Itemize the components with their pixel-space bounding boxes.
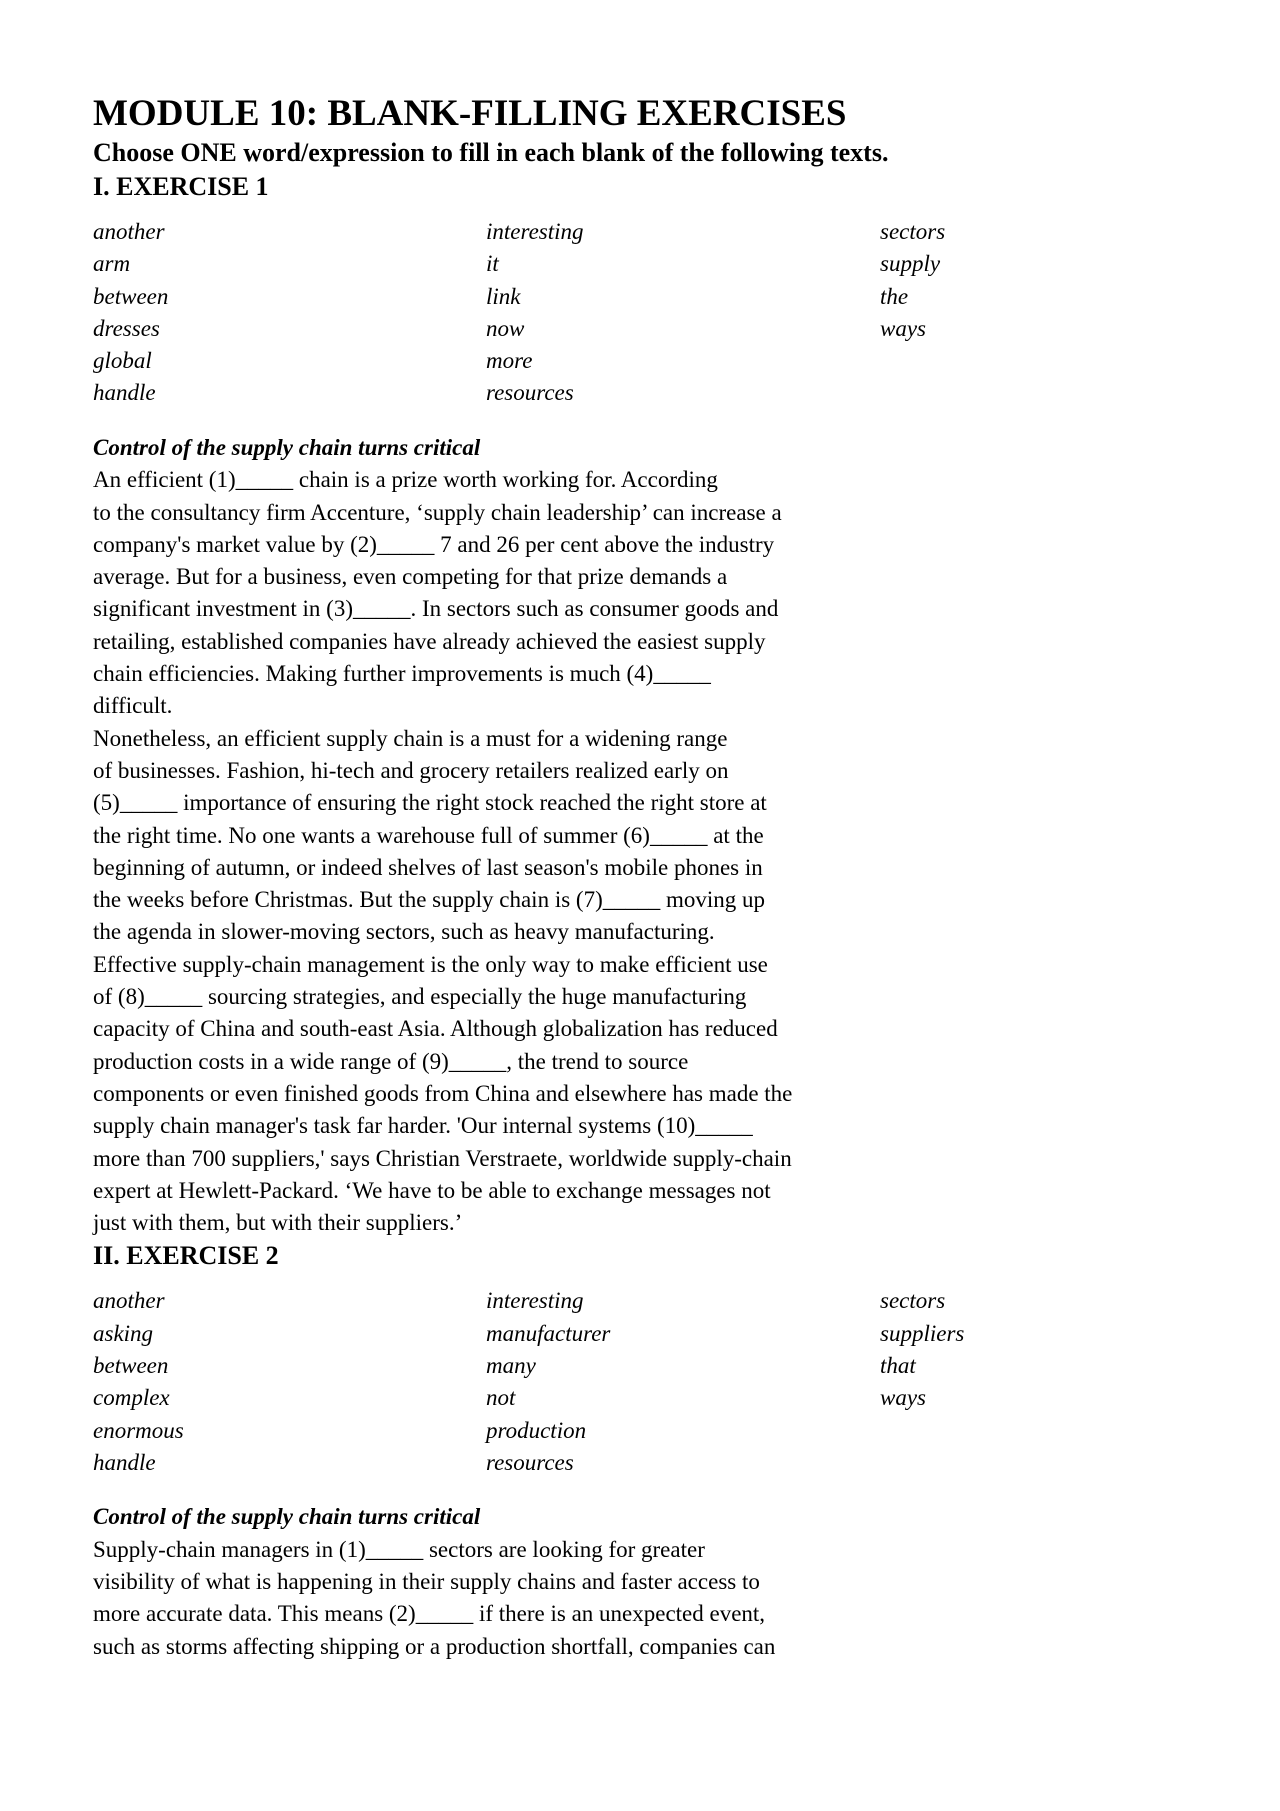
word-bank-item: suppliers [880,1320,965,1346]
module-title: MODULE 10: BLANK-FILLING EXERCISES [93,93,847,134]
instructions: Choose ONE word/expression to fill in each blank of the following texts. [93,138,889,167]
word-bank-item: link [486,283,521,309]
word-bank-item: enormous [93,1417,184,1443]
passage-line: the right time. No one wants a warehouse full of summer (6)_____ at the [93,822,764,848]
passage-title: Control of the supply chain turns critical [93,435,481,460]
word-bank-item: dresses [93,315,160,341]
passage-title: Control of the supply chain turns critical [93,1504,481,1530]
word-bank-item: asking [93,1320,154,1346]
passage-line: more than 700 suppliers,' says Christian Verstraete, worldwide supply-chain [93,1145,792,1171]
exercise-2-heading: II. EXERCISE 2 [93,1241,279,1271]
document-page [93,92,1193,1663]
passage-line: visibility of what is happening in their supply chains and faster access to [93,1569,760,1595]
word-bank-item: ways [880,1385,926,1411]
passage-text [93,1534,1193,1663]
passage-line: expert at Hewlett-Packard. ‘We have to be able to exchange messages not [93,1177,771,1203]
word-bank-item: that [880,1353,916,1379]
word-bank-item: sectors [880,219,946,244]
word-bank-item: another [93,219,165,244]
word-bank-item: production [486,1417,587,1443]
word-bank-item: interesting [486,1288,584,1314]
passage-line: difficult. [93,693,173,719]
exercise-2-word-bank [93,1285,1193,1501]
word-bank-item: interesting [486,219,584,244]
passage-line: company's market value by (2)_____ 7 and 26 per cent above the industry [93,531,775,557]
passage-line: to the consultancy firm Accenture, ‘supply chain leadership’ can increase a [93,499,782,525]
word-bank-column [486,1285,610,1479]
word-bank-column [486,216,584,410]
passage-line: of (8)_____ sourcing strategies, and especially the huge manufacturing [93,984,747,1010]
passage-line: retailing, established companies have already achieved the easiest supply [93,628,766,654]
word-bank-item: many [486,1353,536,1379]
word-bank-item: manufacturer [486,1320,611,1346]
word-bank-item: more [486,348,533,374]
passage-text [93,464,1193,1239]
passage-line: capacity of China and south-east Asia. Although globalization has reduced [93,1016,778,1042]
passage-line: just with them, but with their suppliers.’ [93,1210,463,1236]
word-bank-item: ways [880,315,926,341]
passage-line: of businesses. Fashion, hi-tech and grocery retailers realized early on [93,757,729,783]
word-bank-item: now [486,315,525,341]
exercise-2 [93,1239,1193,1662]
passage-line: supply chain manager's task far harder. 'Our internal systems (10)_____ [93,1113,753,1139]
exercise-1-heading: I. EXERCISE 1 [93,172,269,201]
word-bank-item: global [93,348,152,374]
word-bank-item: not [486,1385,516,1411]
word-bank-item: resources [486,380,574,406]
passage-line: such as storms affecting shipping or a production shortfall, companies can [93,1633,776,1659]
passage-line: An efficient (1)_____ chain is a prize worth working for. According [93,467,718,493]
exercise-1 [93,170,1193,1239]
exercise-1-word-bank [93,216,1193,432]
passage-line: Supply-chain managers in (1)_____ sectors are looking for greater [93,1536,705,1562]
word-bank-item: another [93,1288,165,1314]
passage-line: (5)_____ importance of ensuring the right stock reached the right store at [93,790,767,816]
passage-line: beginning of autumn, or indeed shelves of last season's mobile phones in [93,854,763,880]
word-bank-item: supply [880,251,941,277]
word-bank-item: between [93,1353,169,1379]
word-bank-item: the [880,283,909,309]
word-bank-item: arm [93,251,131,277]
passage-line: Effective supply-chain management is the only way to make efficient use [93,951,768,977]
passage-line: production costs in a wide range of (9)_____, the trend to source [93,1048,689,1074]
word-bank-item: sectors [880,1288,946,1314]
word-bank-column [880,216,945,345]
passage-line: chain efficiencies. Making further improvements is much (4)_____ [93,661,711,687]
passage-line: the agenda in slower-moving sectors, such as heavy manufacturing. [93,919,715,945]
word-bank-item: between [93,283,169,309]
word-bank-item: handle [93,1449,156,1475]
word-bank-column [93,216,168,410]
word-bank-column [880,1285,964,1414]
passage-line: the weeks before Christmas. But the supply chain is (7)_____ moving up [93,887,766,913]
word-bank-item: resources [486,1449,574,1475]
passage-line: average. But for a business, even competing for that prize demands a [93,564,728,590]
passage-line: Nonetheless, an efficient supply chain is a must for a widening range [93,725,728,751]
word-bank-column [93,1285,184,1479]
word-bank-item: handle [93,380,156,406]
word-bank-item: complex [93,1385,170,1411]
passage-line: significant investment in (3)_____. In sectors such as consumer goods and [93,596,779,622]
passage-line: more accurate data. This means (2)_____ if there is an unexpected event, [93,1601,766,1627]
passage-line: components or even finished goods from China and elsewhere has made the [93,1080,793,1106]
word-bank-item: it [486,251,499,277]
